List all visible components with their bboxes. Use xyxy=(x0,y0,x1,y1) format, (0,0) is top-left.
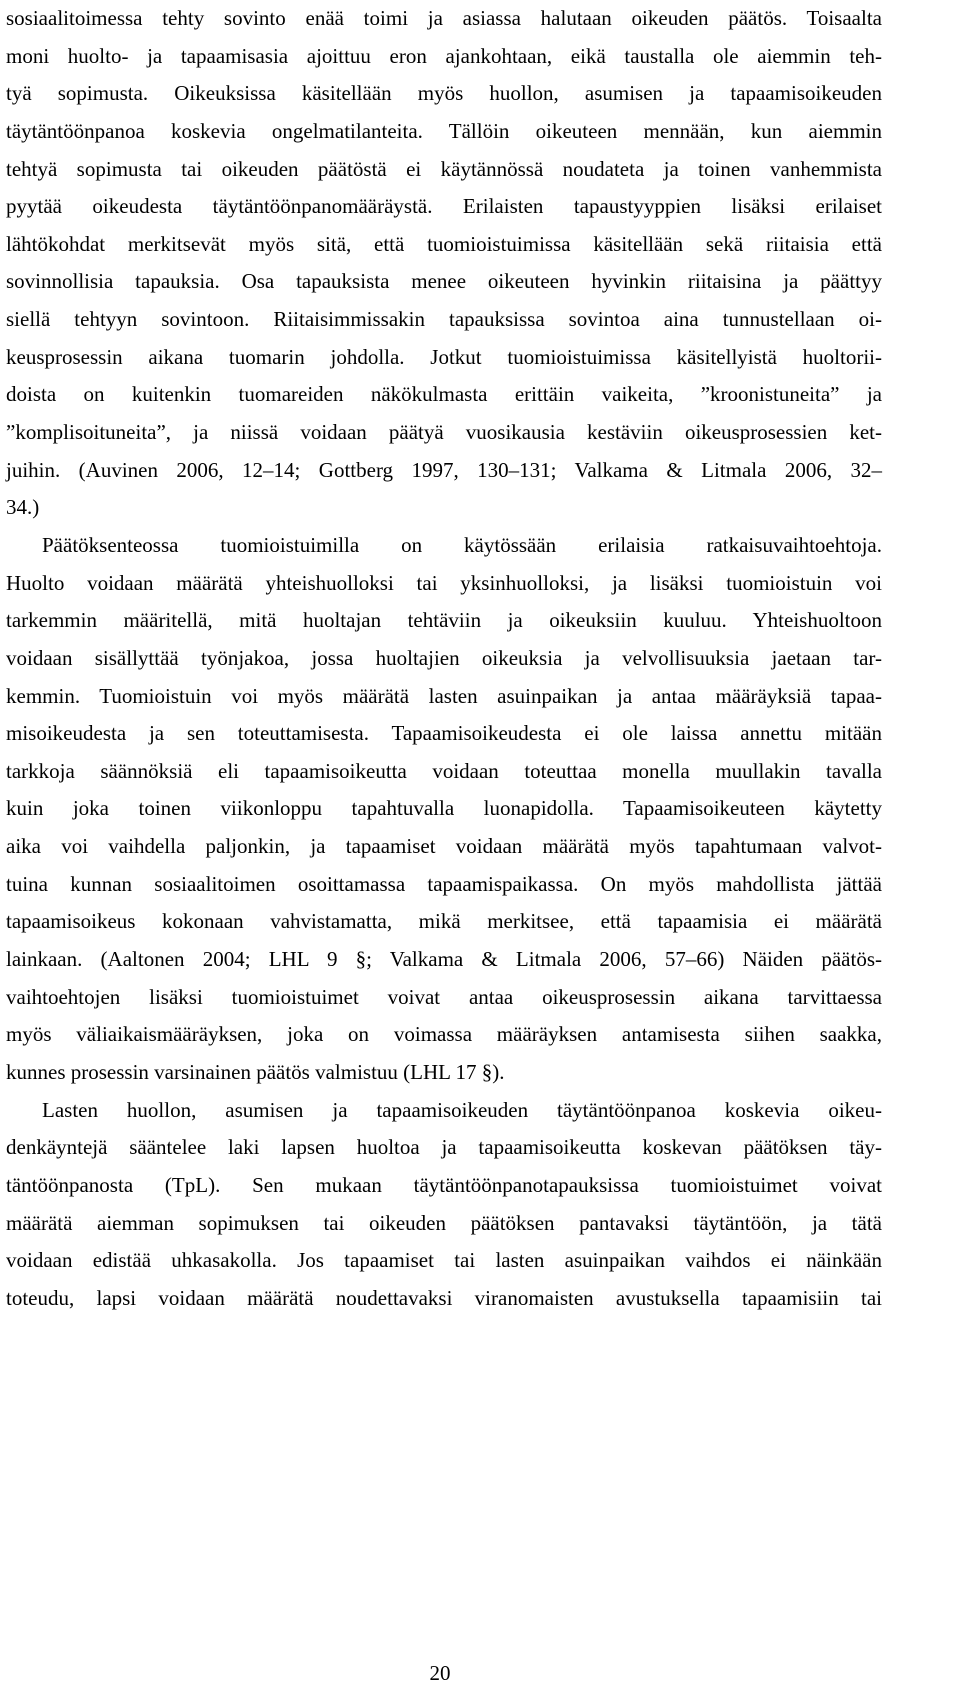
text-line: voidaan sisällyttää työnjakoa, jossa huoltajien oikeuksia ja velvollisuuksia jaetaan tar- xyxy=(6,645,882,670)
text-line: tyä sopimusta. Oikeuksissa käsitellään myös huollon, asumisen ja tapaamisoikeuden xyxy=(6,81,882,106)
text-line: juihin. (Auvinen 2006, 12–14; Gottberg 1997, 130–131; Valkama & Litmala 2006, 32– xyxy=(6,457,882,482)
text-line: misoikeudesta ja sen toteuttamisesta. Tapaamisoikeudesta ei ole laissa annettu mitään xyxy=(6,721,882,746)
text-line: sovinnollisia tapauksia. Osa tapauksista menee oikeuteen hyvinkin riitaisina ja päättyy xyxy=(6,269,882,294)
text-line: tapaamisoikeus kokonaan vahvistamatta, mikä merkitsee, että tapaamisia ei määrätä xyxy=(6,909,882,934)
text-line: tehtyä sopimusta tai oikeuden päätöstä ei käytännössä noudateta ja toinen vanhemmista xyxy=(6,156,882,181)
text-line: sosiaalitoimessa tehty sovinto enää toimi ja asiassa halutaan oikeuden päätös. Toisaalta xyxy=(6,6,882,30)
text-line: Lasten huollon, asumisen ja tapaamisoikeuden täytäntöönpanoa koskevia oikeu- xyxy=(42,1097,882,1122)
text-line: toteudu, lapsi voidaan määrätä noudettavaksi viranomaisten avustuksella tapaamisiin tai xyxy=(6,1285,882,1310)
text-line: tarkemmin määritellä, mitä huoltajan tehtäviin ja oikeuksiin kuuluu. Yhteishuoltoon xyxy=(6,608,882,633)
text-line: pyytää oikeudesta täytäntöönpanomääräystä. Erilaisten tapaustyyppien lisäksi erilaiset xyxy=(6,194,882,219)
body-text xyxy=(6,0,882,1317)
text-line: siellä tehtyyn sovintoon. Riitaisimmissakin tapauksissa sovintoa aina tunnustellaan oi- xyxy=(6,307,882,332)
text-line: aika voi vaihdella paljonkin, ja tapaamiset voidaan määrätä myös tapahtumaan valvot- xyxy=(6,834,882,859)
text-line: doista on kuitenkin tuomareiden näkökulmasta erittäin vaikeita, ”kroonistuneita” ja xyxy=(6,382,882,407)
text-line: voidaan edistää uhkasakolla. Jos tapaamiset tai lasten asuinpaikan vaihdos ei näinkään xyxy=(6,1248,882,1273)
text-line: 34.) xyxy=(6,495,40,520)
text-line: denkäyntejä sääntelee laki lapsen huoltoa ja tapaamisoikeutta koskevan päätöksen täy- xyxy=(6,1135,882,1160)
text-line: kemmin. Tuomioistuin voi myös määrätä lasten asuinpaikan ja antaa määräyksiä tapaa- xyxy=(6,683,882,708)
text-line: tarkkoja säännöksiä eli tapaamisoikeutta voidaan toteuttaa monella muullakin tavalla xyxy=(6,758,882,783)
text-line: Päätöksenteossa tuomioistuimilla on käytössään erilaisia ratkaisuvaihtoehtoja. xyxy=(42,532,882,557)
text-line: täntöönpanosta (TpL). Sen mukaan täytäntöönpanotapauksissa tuomioistuimet voivat xyxy=(6,1172,882,1197)
text-line: lähtökohdat merkitsevät myös sitä, että tuomioistuimissa käsitellään sekä riitaisia että xyxy=(6,231,882,256)
text-line: kuin joka toinen viikonloppu tapahtuvalla luonapidolla. Tapaamisoikeuteen käytetty xyxy=(6,796,882,821)
text-line: moni huolto- ja tapaamisasia ajoittuu eron ajankohtaan, eikä taustalla ole aiemmin teh- xyxy=(6,43,882,68)
text-line: keusprosessin aikana tuomarin johdolla. Jotkut tuomioistuimissa käsitellyistä huoltorii- xyxy=(6,344,882,369)
text-line: lainkaan. (Aaltonen 2004; LHL 9 §; Valkama & Litmala 2006, 57–66) Näiden päätös- xyxy=(6,947,882,972)
text-line: vaihtoehtojen lisäksi tuomioistuimet voivat antaa oikeusprosessin aikana tarvittaessa xyxy=(6,984,882,1009)
page-number: 20 xyxy=(429,1661,451,1685)
text-line: myös väliaikaismääräyksen, joka on voimassa määräyksen antamisesta siihen saakka, xyxy=(6,1022,882,1047)
text-line: kunnes prosessin varsinainen päätös valmistuu (LHL 17 §). xyxy=(6,1059,505,1084)
text-line: tuina kunnan sosiaalitoimen osoittamassa tapaamispaikassa. On myös mahdollista jättää xyxy=(6,871,882,896)
text-line: Huolto voidaan määrätä yhteishuolloksi tai yksinhuolloksi, ja lisäksi tuomioistuin voi xyxy=(6,570,882,595)
text-line: ”komplisoituneita”, ja niissä voidaan päätyä vuosikausia kestäviin oikeusprosessien ket- xyxy=(6,420,882,445)
text-line: määrätä aiemman sopimuksen tai oikeuden päätöksen pantavaksi täytäntöön, ja tätä xyxy=(6,1210,882,1235)
text-line: täytäntöönpanoa koskevia ongelmatilanteita. Tällöin oikeuteen mennään, kun aiemmin xyxy=(6,118,882,143)
